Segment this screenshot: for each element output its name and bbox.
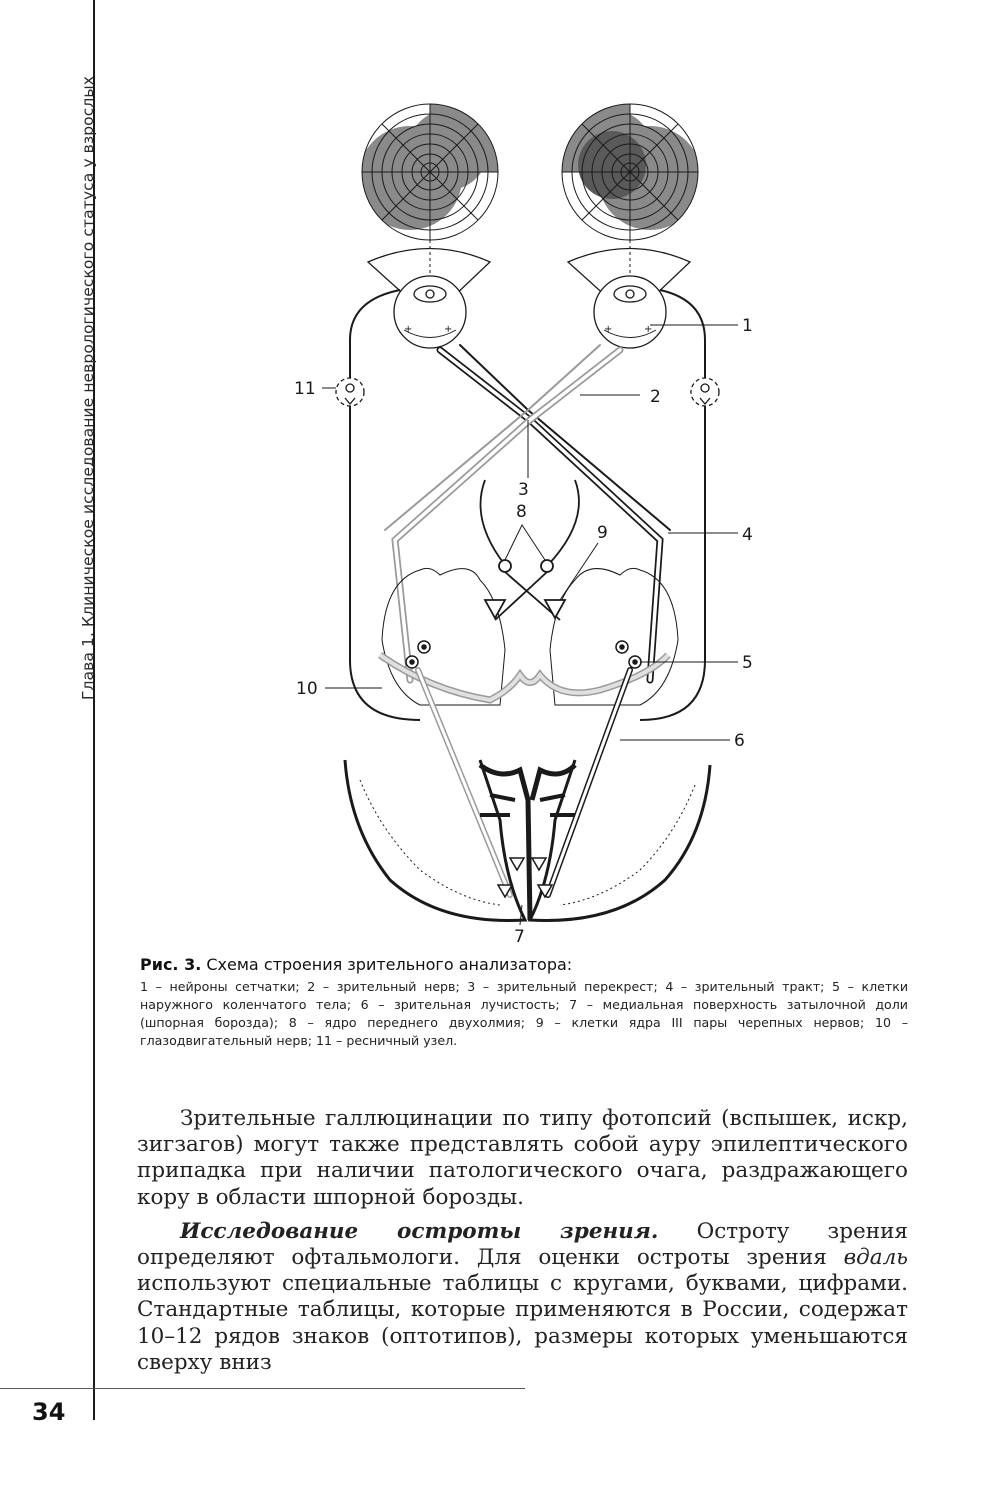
- paragraph-1: Зрительные галлюцинации по типу фотопсий (вспышек, искр, зигзагов) могут также представлять собой ауру эпилептического припадка при наличии патологического очага, раздражающего кору в области шпорной борозды.: [137, 1106, 908, 1210]
- paragraph-2: [137, 1219, 908, 1376]
- label-8: 8: [516, 502, 527, 522]
- occipital-lobes: [345, 760, 710, 921]
- label-4: 4: [742, 525, 753, 545]
- body-text: [137, 1106, 908, 1376]
- lateral-geniculate-cells: [406, 641, 641, 668]
- figure-caption: [140, 955, 908, 1050]
- paragraph-2-part-a: Остроту зрения определяют офтальмологи. Для оценки остроты зрения: [137, 1218, 908, 1271]
- caption-title: [140, 955, 908, 974]
- svg-text:+: +: [644, 324, 653, 335]
- page-number: 34: [32, 1398, 66, 1426]
- label-2: 2: [650, 387, 661, 407]
- visual-pathway-figure: [280, 95, 790, 945]
- section-heading: Исследование остроты зрения.: [180, 1218, 659, 1244]
- label-7: 7: [514, 927, 525, 945]
- label-11: 11: [294, 379, 316, 399]
- svg-text:+: +: [404, 324, 413, 335]
- running-head-text: Глава 1. Клиническое исследование неврологического статуса у взрослых: [79, 75, 97, 700]
- svg-text:+: +: [604, 324, 613, 335]
- label-6: 6: [734, 731, 745, 751]
- label-1: 1: [742, 316, 753, 336]
- svg-text:+: +: [444, 324, 453, 335]
- pretectal-nuclei: [481, 480, 579, 620]
- footer-rule: [0, 1388, 525, 1389]
- visual-field-right: [540, 100, 720, 250]
- label-9: 9: [597, 523, 608, 543]
- label-3: 3: [518, 480, 529, 500]
- paragraph-2-italic: вдаль: [843, 1245, 908, 1271]
- ciliary-ganglion-left: [336, 378, 364, 406]
- caption-label: Рис. 3.: [140, 955, 202, 974]
- caption-title-text: Схема строения зрительного анализатора:: [206, 955, 573, 974]
- label-5: 5: [742, 653, 753, 673]
- caption-body: 1 – нейроны сетчатки; 2 – зрительный нерв; 3 – зрительный перекрест; 4 – зрительный тракт; 5 – клетки наружного коленчатого тела; 6 – зрительная лучистость; 7 – медиальная поверхность затылочной доли (шпорная борозда); 8 – ядро переднего двухолмия; 9 – клетки ядра III пары черепных нервов; 10 – глазодвигательный нерв; 11 – ресничный узел.: [140, 979, 908, 1048]
- visual-field-left: [340, 100, 520, 250]
- label-10: 10: [296, 679, 318, 699]
- paragraph-2-part-b: используют специальные таблицы с кругами, буквами, цифрами. Стандартные таблицы, которые применяются в России, содержат 10–12 рядов знаков (оптотипов), размеры которых уменьшаются сверху вниз: [137, 1271, 908, 1375]
- ciliary-ganglion-right: [691, 378, 719, 406]
